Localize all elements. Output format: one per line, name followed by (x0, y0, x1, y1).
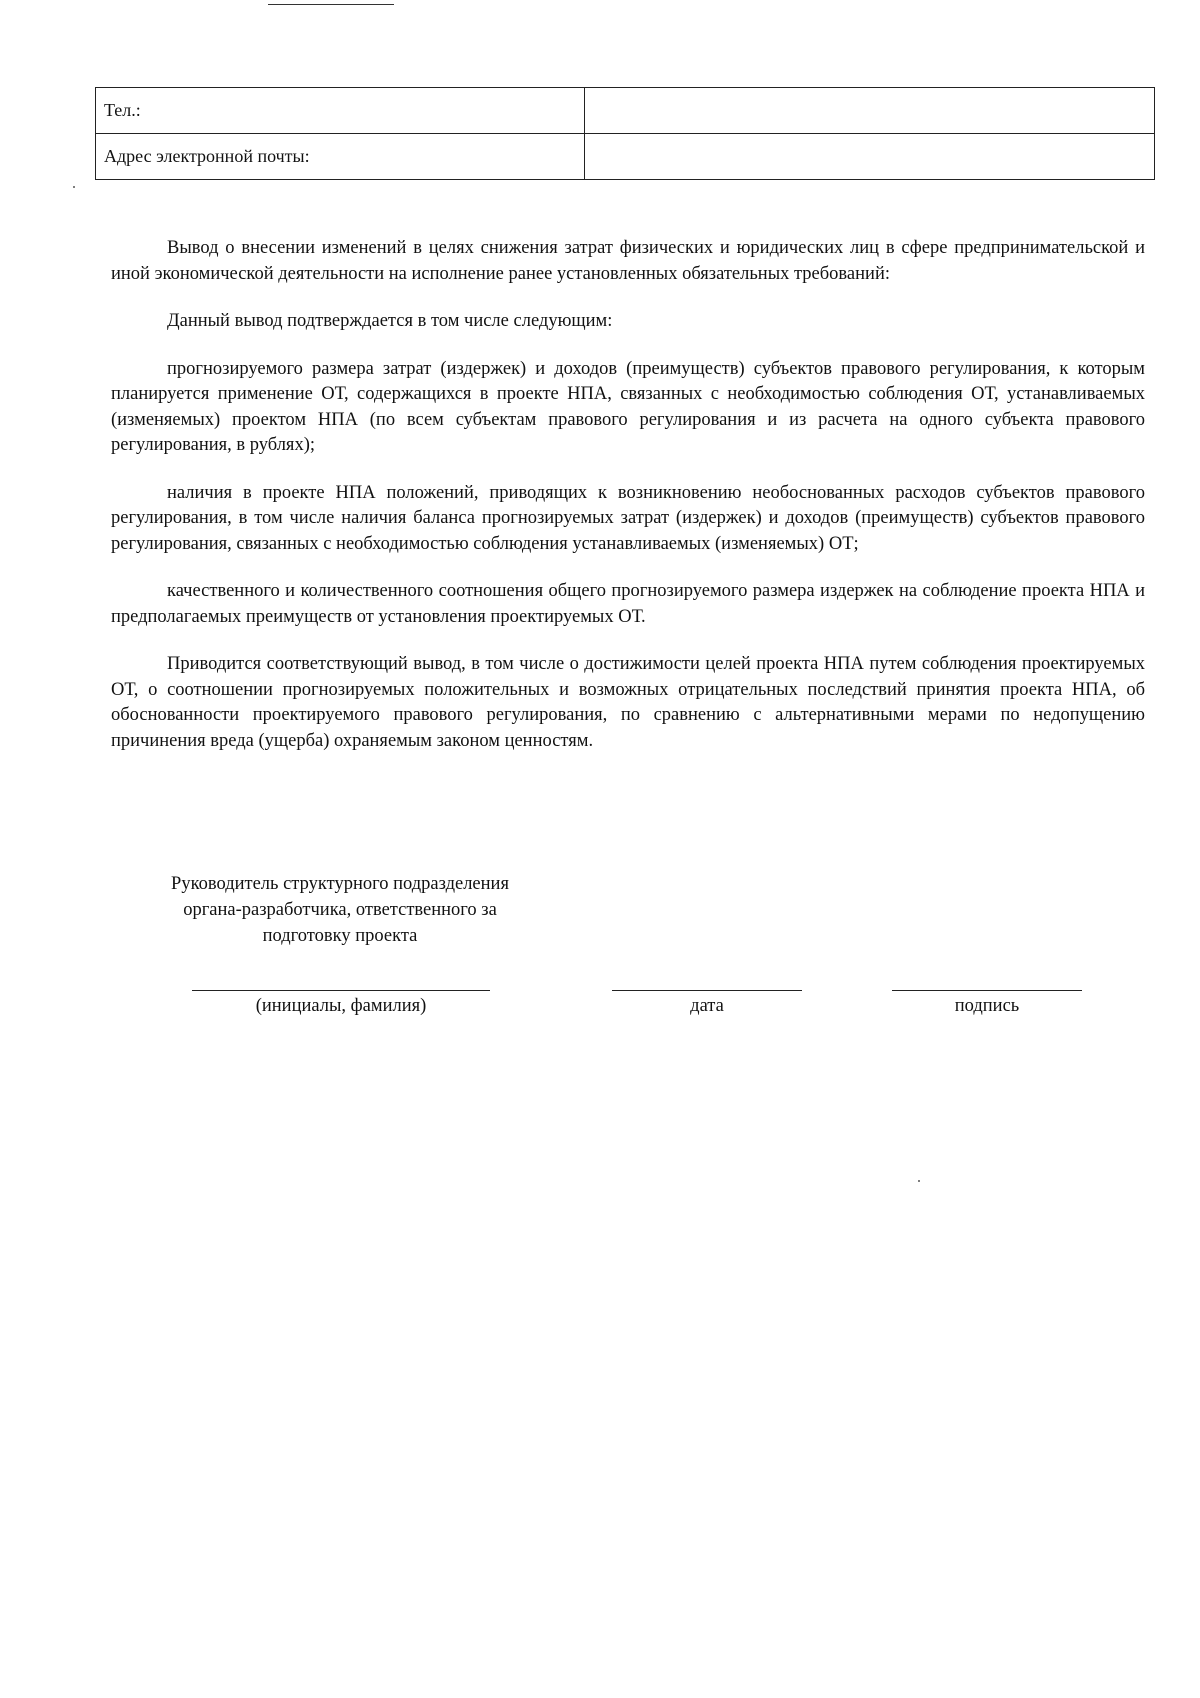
conclusion-text (111, 236, 1145, 776)
signer-title-line: подготовку проекта (262, 926, 418, 946)
cost-benefit-paragraph: качественного и количественного соотношения общего прогнозируемого размера издержек на соблюдение проекта НПА и предполагаемых преимуществ от установления проектируемых ОТ. (111, 581, 1145, 627)
date-caption: дата (690, 996, 724, 1016)
table-row (96, 134, 1155, 180)
date-signature-line (612, 990, 802, 991)
scan-speck (918, 1180, 920, 1182)
signer-title-line: Руководитель структурного подразделения (171, 874, 509, 894)
evidence-intro-paragraph: Данный вывод подтверждается в том числе следующим: (167, 311, 613, 331)
conclusion-paragraph: Вывод о внесении изменений в целях снижения затрат физических и юридических лиц в сфере предпринимательской и иной экономической деятельности на исполнение ранее установленных обязательных требований: (111, 238, 1145, 284)
phone-label: Тел.: (96, 88, 585, 134)
phone-value (585, 88, 1155, 134)
email-label: Адрес электронной почты: (96, 134, 585, 180)
name-signature-line (192, 990, 490, 991)
contact-table (95, 87, 1155, 180)
costs-paragraph: прогнозируемого размера затрат (издержек) и доходов (преимуществ) субъектов правового регулирования, к которым планируется применение ОТ, содержащихся в проекте НПА, связанных с необходимостью соблюдения ОТ, устанавливаемых (изменяемых) проектом НПА (по всем субъектам правового регулирования и из расчета на одного субъекта правового регулирования, в рублях); (111, 358, 1145, 455)
scan-speck (73, 186, 75, 188)
signer-title (100, 871, 580, 949)
signature-line (892, 990, 1082, 991)
table-row (96, 88, 1155, 134)
signature-caption: подпись (954, 996, 1020, 1016)
unjustified-expenses-paragraph: наличия в проекте НПА положений, приводящих к возникновению необоснованных расходов субъектов правового регулирования, в том числе наличия баланса прогнозируемых затрат (издержек) и доходов (преимуществ) субъектов правового регулирования, связанных с необходимостью соблюдения устанавливаемых (изменяемых) ОТ; (111, 482, 1145, 554)
top-rule (268, 4, 394, 5)
email-value (585, 134, 1155, 180)
signer-title-line: органа-разработчика, ответственного за (183, 900, 497, 920)
final-conclusion-paragraph: Приводится соответствующий вывод, в том числе о достижимости целей проекта НПА путем соблюдения проектируемых ОТ, о соотношении прогнозируемых положительных и возможных отрицательных последствий принятия проекта НПА, об обоснованности проектируемого правового регулирования, по сравнению с альтернативными мерами по недопущению причинения вреда (ущерба) охраняемым законом ценностям. (111, 654, 1145, 751)
name-caption: (инициалы, фамилия) (255, 996, 427, 1016)
